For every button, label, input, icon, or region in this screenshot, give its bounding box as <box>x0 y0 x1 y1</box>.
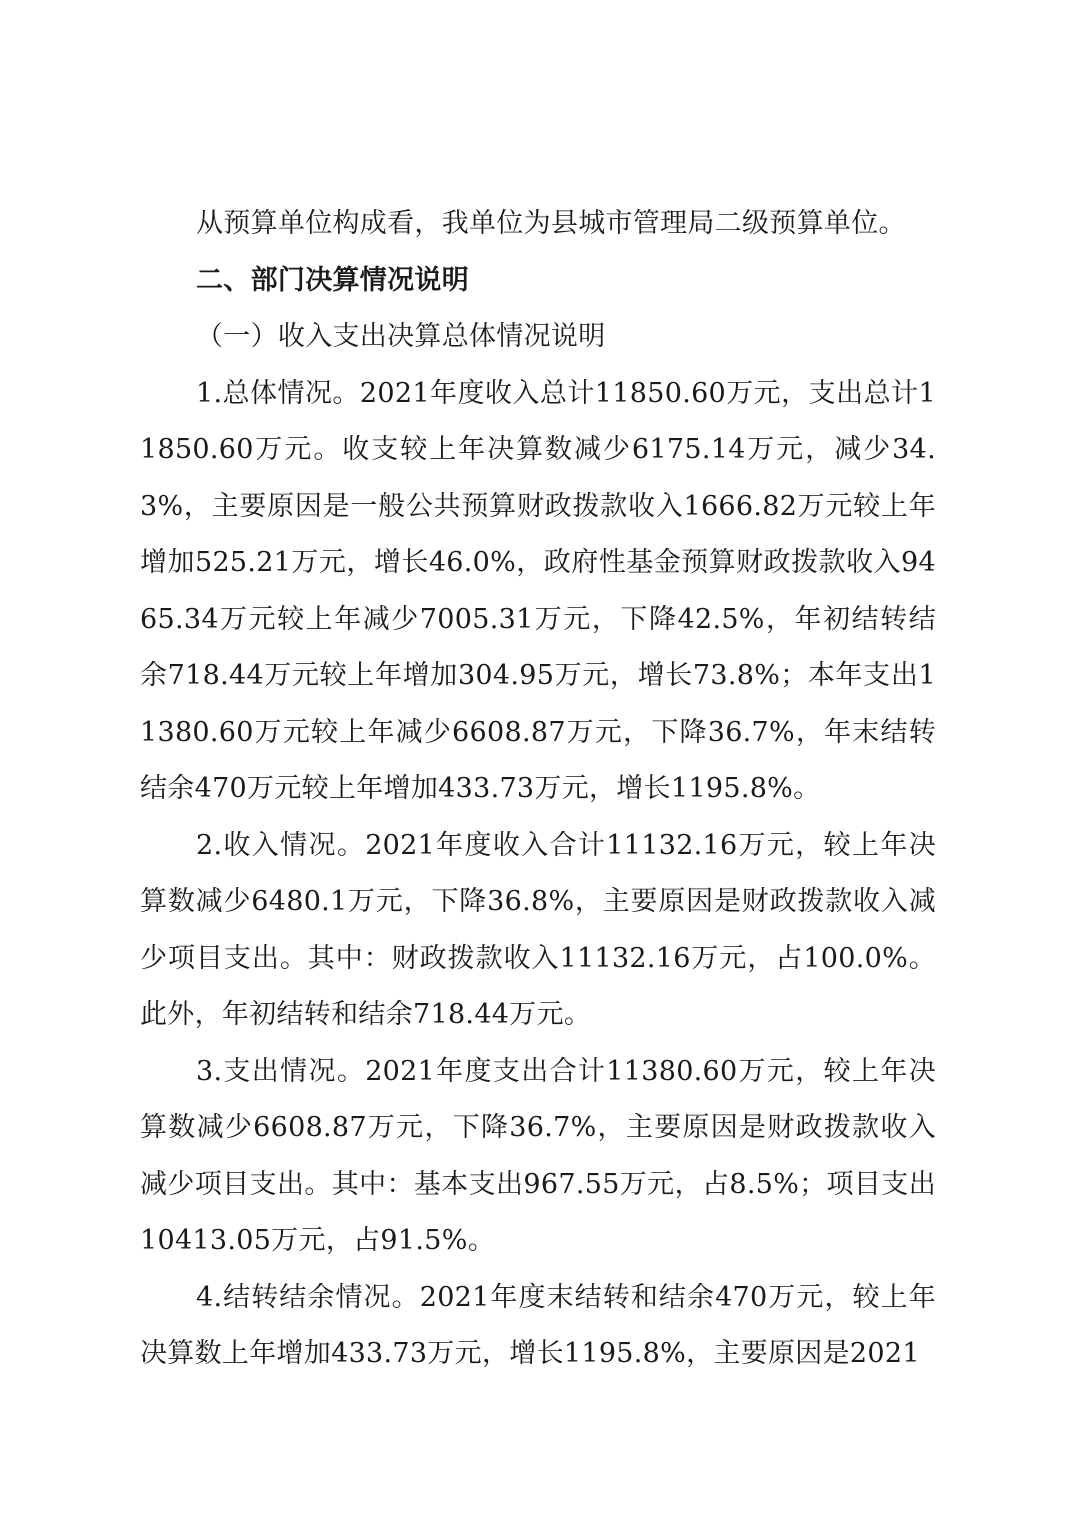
paragraph-overall-situation: 1.总体情况。2021年度收入总计11850.60万元，支出总计11850.60万元。收支较上年决算数减少6175.14万元，减少34.3%，主要原因是一般公共预算财政拨款收入1666.82万元较上年增加525.21万元，增长46.0%，政府性基金预算财政拨款收入9465.34万元较上年减少7005.31万元，下降42.5%，年初结转结余718.44万元较上年增加304.95万元，增长73.8%；本年支出11380.60万元较上年减少6608.87万元，下降36.7%，年末结转结余470万元较上年增加433.73万元，增长1195.8%。 <box>140 377 936 804</box>
section-heading-final-accounts: 二、部门决算情况说明 <box>196 264 469 296</box>
subsection-heading-overview: （一）收入支出决算总体情况说明 <box>196 321 606 352</box>
paragraph-carryover-situation: 4.结转结余情况。2021年度末结转和结余470万元，较上年决算数上年增加433.73万元，增长1195.8%，主要原因是2021 <box>140 1281 936 1369</box>
document-body <box>140 196 936 1383</box>
paragraph-budget-unit: 从预算单位构成看，我单位为县城市管理局二级预算单位。 <box>196 208 906 239</box>
paragraph-income-situation: 2.收入情况。2021年度收入合计11132.16万元，较上年决算数减少6480.1万元，下降36.8%，主要原因是财政拨款收入减少项目支出。其中：财政拨款收入11132.16万元，占100.0%。此外，年初结转和结余718.44万元。 <box>140 829 936 1030</box>
paragraph-expenditure-situation: 3.支出情况。2021年度支出合计11380.60万元，较上年决算数减少6608.87万元，下降36.7%，主要原因是财政拨款收入减少项目支出。其中：基本支出967.55万元，占8.5%；项目支出10413.05万元，占91.5%。 <box>140 1055 936 1256</box>
